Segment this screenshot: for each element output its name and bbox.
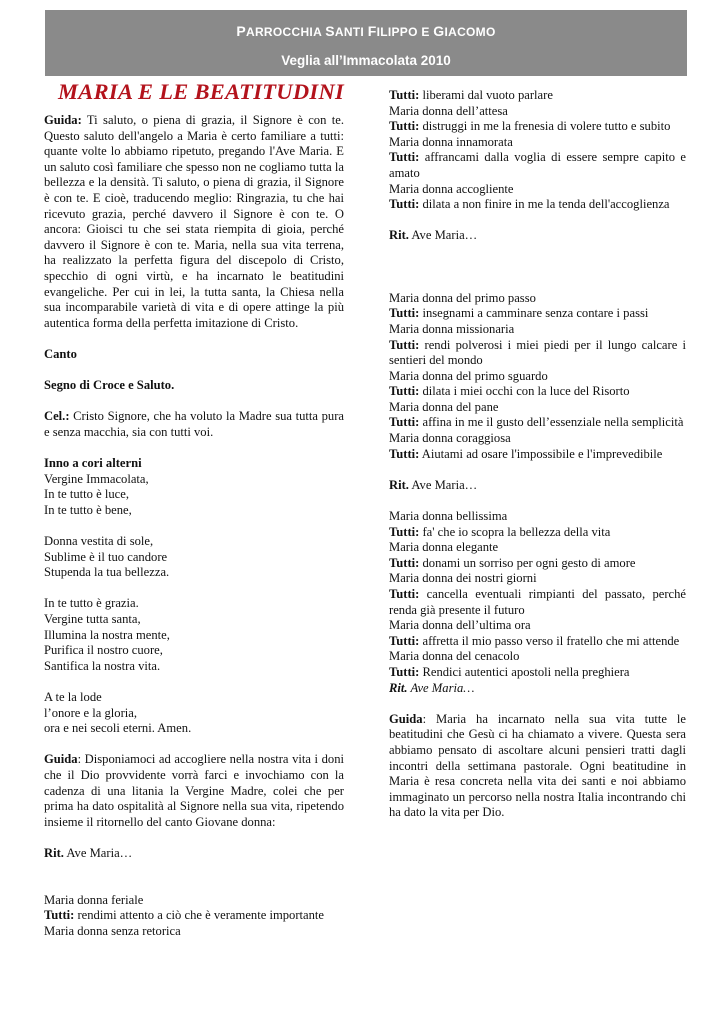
litany-invocation: Maria donna coraggiosa <box>389 431 511 446</box>
tutti-response <box>389 119 686 135</box>
parish-word: ANTI <box>334 25 368 39</box>
response-text: Rendici autentici apostoli nella preghiera <box>419 664 630 679</box>
refrain-text: Ave Maria… <box>408 477 478 492</box>
response-text: affina in me il gusto dell’essenziale nella semplicità <box>419 415 684 430</box>
speaker-label: Tutti: <box>389 633 420 648</box>
header-banner <box>45 10 687 76</box>
tutti-response <box>389 556 686 572</box>
speaker-label: Tutti: <box>389 337 420 352</box>
litany-invocation: Maria donna bellissima <box>389 509 508 524</box>
refrain <box>389 478 686 494</box>
speaker-label: Guida <box>389 711 423 726</box>
tutti-response <box>389 150 686 181</box>
litany-invocation: Maria donna dei nostri giorni <box>389 571 537 586</box>
parish-initial: S <box>325 23 335 39</box>
speaker-label: Tutti: <box>389 384 420 399</box>
response-text: distruggi in me la frenesia di volere tutto e subito <box>419 119 671 134</box>
parish-name <box>45 23 687 39</box>
refrain <box>389 228 686 244</box>
speaker-label: Tutti: <box>389 415 420 430</box>
tutti-response <box>389 587 686 618</box>
litany-invocation: Maria donna del pane <box>389 399 499 414</box>
refrain <box>389 681 686 697</box>
speaker-label: Tutti: <box>389 446 420 461</box>
litany-invocation: Maria donna accogliente <box>389 181 514 196</box>
refrain-label: Rit. <box>389 228 409 243</box>
refrain-text: Ave Maria… <box>408 228 478 243</box>
canto-heading <box>44 347 344 363</box>
verse-line: Purifica il nostro cuore, <box>44 643 163 658</box>
litany-invocation: Maria donna dell’ultima ora <box>389 618 531 633</box>
verse-line: Illumina la nostra mente, <box>44 627 170 642</box>
speaker-label: Tutti: <box>389 150 420 165</box>
tutti-response <box>389 525 686 541</box>
response-text: fa' che io scopra la bellezza della vita <box>419 524 611 539</box>
response-text: dilata a non finire in me la tenda dell'accoglienza <box>419 197 670 212</box>
speaker-label: Cel.: <box>44 409 70 424</box>
verse-line: Donna vestita di sole, <box>44 534 154 549</box>
heading-text: Inno a cori alterni <box>44 456 142 471</box>
paragraph-text: : Maria ha incarnato nella sua vita tutte le beatitudini che Gesù ci ha chiamato a vivere. Questa sera abbiamo pensato di ascoltare alcuni pensieri tratti dagli incontri della settimana pastorale. Ogni beatitudine in Maria è resa concreta nella vita dei santi e noi abbiamo immaginato un percorso nella nostra Italia incontrando chi ha dato la vita per Dio. <box>389 711 686 820</box>
paragraph-text: Cristo Signore, che ha voluto la Madre sua tutta pura e senza macchia, sia con tutti voi. <box>44 409 344 439</box>
right-column <box>389 88 686 821</box>
speaker-label: Tutti: <box>389 88 420 102</box>
litany-invocation: Maria donna missionaria <box>389 321 515 336</box>
event-title: Veglia all’Immacolata 2010 <box>281 53 451 68</box>
speaker-label: Tutti: <box>389 524 420 539</box>
refrain-text: Ave Maria… <box>63 845 133 860</box>
tutti-response <box>44 908 344 924</box>
litany-invocation: Maria donna senza retorica <box>44 923 181 938</box>
verse-line: Sublime è il tuo candore <box>44 549 168 564</box>
litany-invocation: Maria donna del primo passo <box>389 290 536 305</box>
tutti-response <box>389 665 686 681</box>
litany-invocation: Maria donna dell’attesa <box>389 103 508 118</box>
tutti-response <box>389 634 686 650</box>
speaker-label: Guida <box>44 752 78 767</box>
response-text: dilata i miei occhi con la luce del Risorto <box>419 384 630 399</box>
verse-line: Vergine tutta santa, <box>44 612 141 626</box>
tutti-response <box>389 384 686 400</box>
parish-initial: F <box>367 23 377 39</box>
paragraph-text: : Disponiamoci ad accogliere nella nostra vita i doni che il Dio provvidente vorrà farci e invochiamo con la cadenza di una litania la Vergine Madre, colei che per prima ha dato ospitalità al Signore nella sua vita, ripetendo insieme il ritornello del canto Giovane donna: <box>44 752 344 829</box>
litany-invocation: Maria donna del cenacolo <box>389 649 520 664</box>
refrain-label: Rit. <box>389 680 408 695</box>
verse-line: l’onore e la gloria, <box>44 705 138 720</box>
verse-line: A te la lode <box>44 689 102 704</box>
page-title: MARIA E LE BEATITUDINI <box>58 79 345 104</box>
litany-invocation: Maria donna del primo sguardo <box>389 368 548 383</box>
parish-word: IACOMO <box>444 25 496 39</box>
litany-invocation: Maria donna feriale <box>44 892 144 907</box>
response-text: affretta il mio passo verso il fratello che mi attende <box>419 633 680 648</box>
litany-invocation: Maria donna elegante <box>389 540 499 555</box>
heading-text: Canto <box>44 346 77 361</box>
response-text: rendi polverosi i miei piedi per il lungo calcare i sentieri del mondo <box>389 337 686 368</box>
speaker-label: Tutti: <box>389 197 420 212</box>
response-text: insegnami a camminare senza contare i passi <box>419 306 649 321</box>
speaker-label: Tutti: <box>389 119 420 134</box>
verse-line: Stupenda la tua bellezza. <box>44 565 170 580</box>
cel-paragraph <box>44 409 344 440</box>
speaker-label: Guida: <box>44 113 82 127</box>
response-text: cancella eventuali rimpianti del passato, perché renda già presente il futuro <box>389 587 686 617</box>
tutti-response <box>389 338 686 369</box>
left-column <box>44 113 344 939</box>
heading-text: Segno di Croce e Saluto. <box>44 378 175 393</box>
response-text: affrancami dalla voglia di essere sempre capito e amato <box>389 150 686 180</box>
guida-paragraph <box>44 752 344 830</box>
tutti-response <box>389 306 686 322</box>
verse-line: Santifica la nostra vita. <box>44 658 161 673</box>
paragraph-text: Ti saluto, o piena di grazia, il Signore è con te. Questo saluto dell'angelo a Maria è certo familiare a tutti: quante volte lo abbiamo ripetuto, pregando l'Ave Maria. E un saluto così familiare che spesso non ne cogliamo tutta la bellezza e la densità. Ti saluto, o piena di grazia, il Signore è con te. E cioè, traducendo meglio: Ringrazia, tu che hai ricevuto grazia, perché davvero il Signore è con te. O ancora: Gioisci tu che sei stata riempita di gioia, perché davvero il Signore è con te. Maria, nella sua vita terrena, ha realizzato la perfetta figura del discepolo di Cristo, specchio di ogni virtù, e ha incarnato le beatitudini evangeliche. Per cui in lei, la tutta santa, la Chiesa nella sua incomparabile varietà di vita e di opere attinge la più autentica forma della perfetta imitazione di Cristo. <box>44 113 344 330</box>
tutti-response <box>389 88 686 104</box>
response-text: Aiutami ad osare l'impossibile e l'imprevedibile <box>419 446 663 461</box>
parish-word: ILIPPO E <box>376 25 434 39</box>
speaker-label: Tutti: <box>389 555 420 570</box>
parish-initial: P <box>236 23 246 39</box>
parish-initial: G <box>433 23 445 39</box>
litany-invocation: Maria donna innamorata <box>389 134 513 149</box>
speaker-label: Tutti: <box>389 306 420 321</box>
response-text: rendimi attento a ciò che è veramente importante <box>74 908 324 923</box>
verse-line: ora e nei secoli eterni. Amen. <box>44 721 192 736</box>
verse-line: In te tutto è grazia. <box>44 596 139 611</box>
verse-line: In te tutto è luce, <box>44 487 129 502</box>
refrain-label: Rit. <box>44 845 64 860</box>
parish-word: ARROCCHIA <box>246 25 326 39</box>
verse-line: In te tutto è bene, <box>44 502 132 517</box>
response-text: donami un sorriso per ogni gesto di amore <box>419 555 636 570</box>
speaker-label: Tutti: <box>389 664 420 679</box>
refrain-text: Ave Maria… <box>410 680 475 695</box>
tutti-response <box>389 447 686 463</box>
refrain-label: Rit. <box>389 477 409 492</box>
response-text: liberami dal vuoto parlare <box>419 88 553 102</box>
verse-line: Vergine Immacolata, <box>44 471 149 486</box>
speaker-label: Tutti: <box>389 587 420 601</box>
speaker-label: Tutti: <box>44 908 75 923</box>
inno-heading <box>44 456 344 472</box>
refrain <box>44 846 344 862</box>
segno-heading <box>44 378 344 394</box>
tutti-response <box>389 197 686 213</box>
guida-paragraph <box>389 712 686 821</box>
tutti-response <box>389 415 686 431</box>
guida-paragraph <box>44 113 344 331</box>
